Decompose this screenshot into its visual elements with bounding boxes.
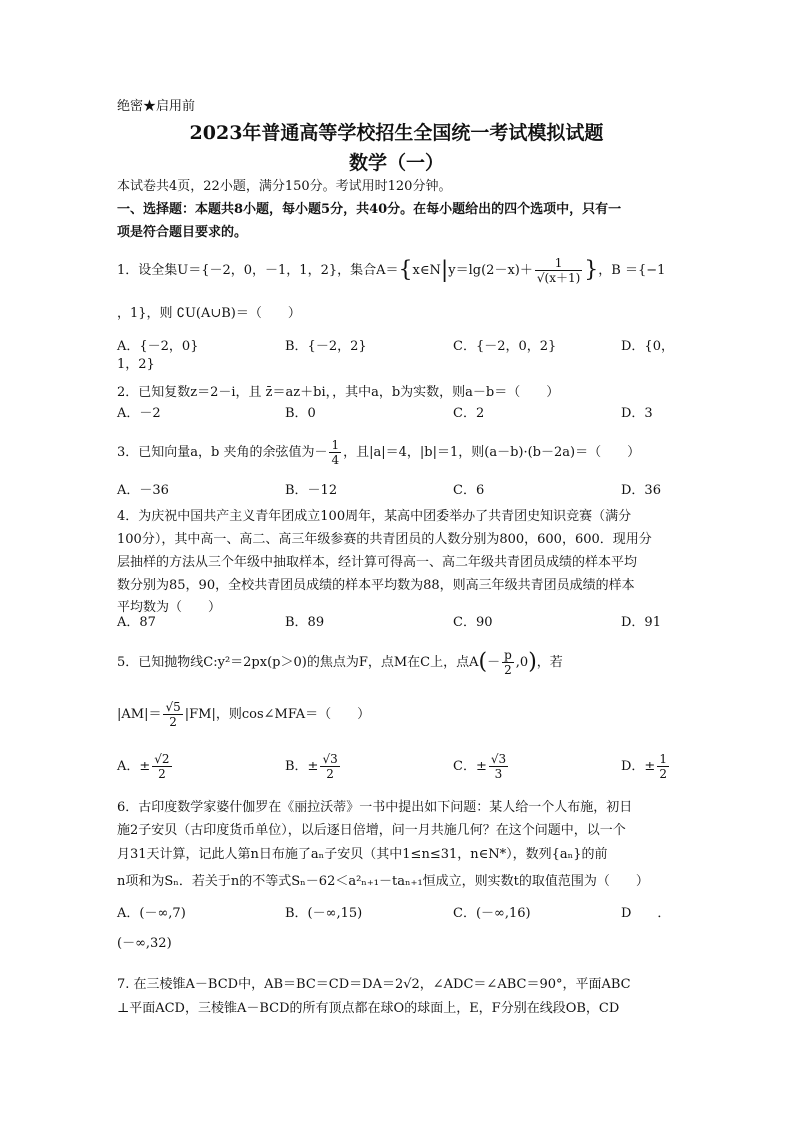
q3-stem xyxy=(117,438,640,467)
q3-option-a[interactable]: A．－36 xyxy=(117,483,169,498)
q1-set-left: x∈N xyxy=(412,263,441,278)
q3-option-b[interactable]: B．－12 xyxy=(285,483,338,498)
q5-option-a[interactable]: A．± $\frac{√2}{2}$ xyxy=(117,752,170,781)
q6-option-d[interactable]: D ． xyxy=(621,906,671,921)
q5-line2 xyxy=(117,700,370,729)
page-subtitle: 数学（一） xyxy=(348,152,444,174)
q2-option-a[interactable]: A．－2 xyxy=(117,406,161,421)
q5-stem: 5．已知抛物线C:y²＝2px(p＞0)的焦点为F，点M在C上，点A(－ $\frac{p}{2}$ ,0)，若 xyxy=(117,648,563,677)
q5-line2-a: |AM|＝ xyxy=(117,707,162,722)
q6-option-b[interactable]: B．(－∞,15) xyxy=(285,906,363,921)
q4-line4: 数分别为85，90，全校共青团员成绩的样本平均数为88，则高三年级共青团员成绩的样本 xyxy=(117,578,635,593)
q3-option-d[interactable]: D．36 xyxy=(621,483,661,498)
q5-text-a: 5．已知抛物线C:y²＝2px(p＞0)的焦点为F，点M在C上，点A xyxy=(117,655,479,670)
q4-line3: 层抽样的方法从三个年级中抽取样本，经计算可得高一、高二年级共青团员成绩的样本平均 xyxy=(117,555,638,570)
q5-option-d[interactable]: D．± $\frac{1}{2}$ xyxy=(621,752,667,781)
q7-line2: ⊥平面ACD，三棱锥A－BCD的所有顶点都在球O的球面上，E，F分别在线段OB，CD xyxy=(117,1001,620,1016)
q6-option-a[interactable]: A．(－∞,7) xyxy=(117,906,186,921)
section-heading-line2: 项是符合题目要求的。 xyxy=(117,225,248,240)
q4-line2: 100分），其中高一、高二、高三年级参赛的共青团员的人数分别为800，600，600．现用分 xyxy=(117,532,652,547)
q3-option-c[interactable]: C．6 xyxy=(453,483,485,498)
q4-option-b[interactable]: B．89 xyxy=(285,615,325,630)
q1-stem xyxy=(117,256,665,285)
q2-option-c[interactable]: C．2 xyxy=(453,406,485,421)
q1-option-c[interactable]: C．{－2，0，2} xyxy=(453,339,557,354)
q6-line3: 月31天计算，记此人第n日布施了aₙ子安贝（其中1≤n≤31，n∈N*），数列{aₙ}的前 xyxy=(117,847,608,862)
q1-set-right: y＝lg(2－x)＋ xyxy=(448,263,533,278)
page-title: 2023年普通高等学校招生全国统一考试模拟试题 xyxy=(189,122,604,144)
q2-option-d[interactable]: D．3 xyxy=(621,406,653,421)
q5-option-b[interactable]: B．± $\frac{√3}{2}$ xyxy=(285,752,338,781)
q3-text-a: 3．已知向量a，b 夹角的余弦值为－ xyxy=(117,445,328,460)
q4-option-d[interactable]: D．91 xyxy=(621,615,661,630)
q4-line1: 4．为庆祝中国共产主义青年团成立100周年，某高中团委举办了共青团史知识竞赛（满分 xyxy=(117,509,632,524)
q1-option-a[interactable]: A．{－2，0} xyxy=(117,339,199,354)
q1-option-d-cont: 1，2} xyxy=(117,357,155,372)
q4-option-c[interactable]: C．90 xyxy=(453,615,493,630)
q4-option-a[interactable]: A．87 xyxy=(117,615,156,630)
q1-option-d[interactable]: D．{0， xyxy=(621,339,674,354)
q2-option-b[interactable]: B．0 xyxy=(285,406,316,421)
q5-line2-b: |FM|，则cos∠MFA＝（ ） xyxy=(184,707,371,722)
q6-option-d-cont: (－∞,32) xyxy=(117,936,172,951)
secret-label: 绝密★启用前 xyxy=(117,99,196,114)
q3-text-b: ，且|a|＝4，|b|＝1，则(a－b)·(b－2a)＝（ ） xyxy=(343,445,641,460)
set-bar: | xyxy=(440,257,449,283)
q6-line1: 6．古印度数学家婆什伽罗在《丽拉沃蒂》一书中提出如下问题：某人给一个人布施，初日 xyxy=(117,800,633,815)
q1-text-a: 1．设全集U＝{－2，0，－1，1，2}，集合A＝ xyxy=(117,263,399,278)
q1-line2: ，1}，则 ∁U(A∪B)＝（ ） xyxy=(117,306,301,321)
intro-text: 本试卷共4页，22小题，满分150分。考试用时120分钟。 xyxy=(117,179,452,194)
q1-fraction: $\frac{1}{√(x+1)}$ xyxy=(536,256,581,285)
q6-line2: 施2子安贝（古印度货币单位），以后逐日倍增，问一月共施几何？在这个问题中，以一个 xyxy=(117,823,626,838)
q7-line1: 7. 在三棱锥A－BCD中，AB＝BC＝CD＝DA＝2√2，∠ADC＝∠ABC＝90°，平面ABC xyxy=(117,977,631,992)
q5-point-fraction: $\frac{p}{2}$ xyxy=(504,648,512,677)
q2-stem: 2．已知复数z＝2－i，且 z̄＝az＋bi，，其中a，b为实数，则a－b＝（ ） xyxy=(117,385,560,400)
q5-line2-fraction: $\frac{√5}{2}$ xyxy=(165,700,181,729)
brace-right: } xyxy=(584,257,599,283)
q1-text-b: ，B ＝{−1 xyxy=(598,263,666,278)
q1-option-b[interactable]: B．{－2，2} xyxy=(285,339,367,354)
q3-fraction: $\frac{1}{4}$ xyxy=(331,438,340,467)
q6-line4: n项和为Sₙ．若关于n的不等式Sₙ－62＜a²ₙ₊₁－taₙ₊₁恒成立，则实数t的取值范围为（ ） xyxy=(117,874,649,889)
brace-left: { xyxy=(398,257,413,283)
q5-text-b: ，若 xyxy=(536,655,563,670)
section-heading-line1: 一、选择题：本题共8小题，每小题5分，共40分。在每小题给出的四个选项中，只有一 xyxy=(117,202,622,217)
q4-line5: 平均数为（ ） xyxy=(117,600,222,615)
q6-option-c[interactable]: C．(－∞,16) xyxy=(453,906,531,921)
q5-option-c[interactable]: C．± $\frac{√3}{3}$ xyxy=(453,752,507,781)
